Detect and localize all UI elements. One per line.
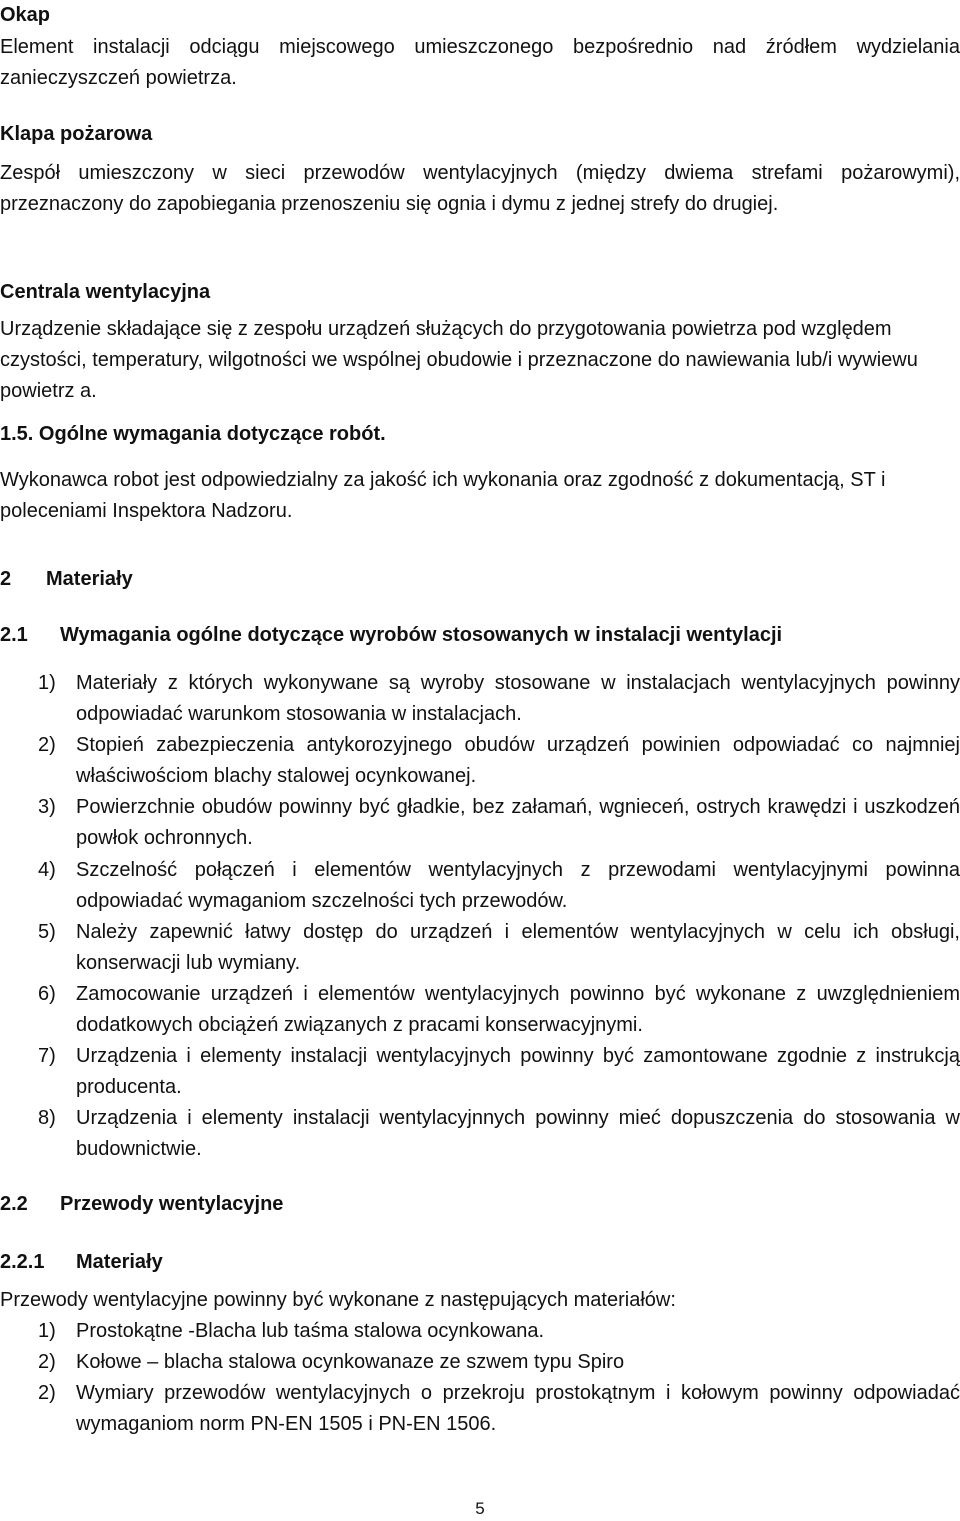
list-item-text: Urządzenia i elementy instalacji wentylacyjnych powinny być zamontowane zgodnie z instrukcją producenta. <box>76 1045 960 1098</box>
list-item <box>0 979 960 1041</box>
list-item-text: Urządzenia i elementy instalacji wentylacyjnnych powinny mieć dopuszczenia do stosowania w budownictwie. <box>76 1107 960 1160</box>
section-title: Przewody wentylacyjne <box>60 1193 284 1215</box>
section-title: Materiały <box>76 1251 163 1273</box>
definition-text-okap: Element instalacji odciągu miejscowego umieszczonego bezpośrednio nad źródłem wydzielania zanieczyszczeń powietrza. <box>0 36 960 89</box>
section-number: 2.2 <box>0 1193 28 1215</box>
section-heading-2-2-1 <box>0 1247 960 1278</box>
section-number: 2 <box>0 568 12 590</box>
list-item <box>0 792 960 854</box>
definition-term-okap: Okap <box>0 4 51 26</box>
list-item <box>0 668 960 730</box>
list-item-text: Wymiary przewodów wentylacyjnych o przekroju prostokątnym i kołowym powinny odpowiadać wymaganiom norm PN-EN 1505 i PN-EN 1506. <box>76 1382 960 1435</box>
list-item <box>0 855 960 917</box>
list-item-text: Należy zapewnić łatwy dostęp do urządzeń i elementów wentylacyjnych w celu ich obsługi, konserwacji lub wymiany. <box>76 921 960 974</box>
section-title: Materiały <box>46 568 133 590</box>
section-heading-2-2 <box>0 1189 960 1220</box>
list-item <box>0 1103 960 1165</box>
list-item <box>0 1347 960 1378</box>
list-item <box>0 1378 960 1440</box>
section-heading-2 <box>0 564 960 595</box>
definition-term-klapa: Klapa pożarowa <box>0 123 153 145</box>
definition-term-centrala: Centrala wentylacyjna <box>0 281 211 303</box>
section-intro-2-2-1: Przewody wentylacyjne powinny być wykonane z następujących materiałów: <box>0 1289 676 1311</box>
list-item <box>0 1041 960 1103</box>
list-marker: 5) <box>38 921 56 943</box>
definition-text-klapa: Zespół umieszczony w sieci przewodów wentylacyjnych (między dwiema strefami pożarowymi), przeznaczony do zapobiegania przenoszeniu się ognia i dymu z jednej strefy do drugiej. <box>0 162 960 215</box>
section-number: 2.1 <box>0 624 28 646</box>
list-marker: 8) <box>38 1107 56 1129</box>
list-marker: 1) <box>38 672 56 694</box>
list-marker: 2) <box>38 1351 56 1373</box>
list-marker: 3) <box>38 796 56 818</box>
list-item <box>0 1316 960 1347</box>
list-marker: 6) <box>38 983 56 1005</box>
list-item <box>0 917 960 979</box>
list-marker: 2) <box>38 734 56 756</box>
list-item-text: Zamocowanie urządzeń i elementów wentylacyjnych powinno być wykonane z uwzględnieniem dodatkowych obciążeń związanych z pracami konserwacyjnymi. <box>76 983 960 1036</box>
section-heading-2-1 <box>0 620 960 651</box>
definition-text-centrala: Urządzenie składające się z zespołu urządzeń służących do przygotowania powietrza pod względem czystości, temperatury, wilgotności we wspólnej obudowie i przeznaczone do nawiewania lub/i wywiewu powietrz a. <box>0 318 918 402</box>
section-text-1-5: Wykonawca robot jest odpowiedzialny za jakość ich wykonania oraz zgodność z dokumentacją, ST i poleceniami Inspektora Nadzoru. <box>0 469 886 522</box>
section-title: Wymagania ogólne dotyczące wyrobów stosowanych w instalacji wentylacji <box>60 624 783 646</box>
list-marker: 4) <box>38 859 56 881</box>
list-marker: 7) <box>38 1045 56 1067</box>
list-item-text: Powierzchnie obudów powinny być gładkie, bez załamań, wgnieceń, ostrych krawędzi i uszkodzeń powłok ochronnych. <box>76 796 960 849</box>
list-marker: 2) <box>38 1382 56 1404</box>
list-item <box>0 730 960 792</box>
section-number: 2.2.1 <box>0 1251 45 1273</box>
list-item-text: Prostokątne -Blacha lub taśma stalowa ocynkowana. <box>76 1320 545 1342</box>
section-heading-1-5: 1.5. Ogólne wymagania dotyczące robót. <box>0 423 386 445</box>
list-item-text: Stopień zabezpieczenia antykorozyjnego obudów urządzeń powinien odpowiadać co najmniej właściwościom blachy stalowej ocynkowanej. <box>76 734 960 787</box>
list-item-text: Materiały z których wykonywane są wyroby stosowane w instalacjach wentylacyjnych powinny odpowiadać warunkom stosowania w instalacjach. <box>76 672 960 725</box>
page-number: 5 <box>475 1499 485 1518</box>
list-item-text: Kołowe – blacha stalowa ocynkowanaze ze szwem typu Spiro <box>76 1351 625 1373</box>
list-marker: 1) <box>38 1320 56 1342</box>
list-item-text: Szczelność połączeń i elementów wentylacyjnych z przewodami wentylacyjnymi powinna odpowiadać wymaganiom szczelności tych przewodów. <box>76 859 960 912</box>
